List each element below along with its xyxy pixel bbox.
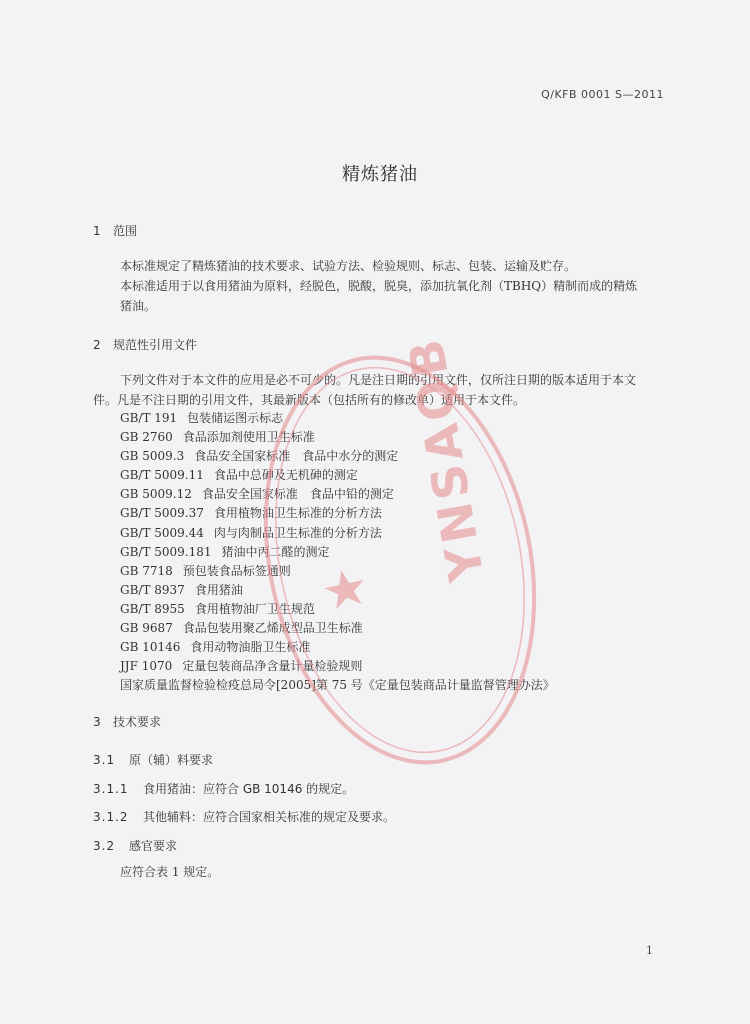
page-number: 1 <box>646 944 653 957</box>
reference-name: 定量包装商品净含量计量检验规则 <box>182 659 363 674</box>
reference-code: GB 10146 <box>120 640 181 655</box>
reference-name: 食用猪油 <box>194 582 243 597</box>
reference-name: 猪油中丙二醛的测定 <box>221 544 330 559</box>
section-3-1-2 <box>93 808 395 825</box>
section-3-1-heading <box>93 751 213 768</box>
references-intro-line-2: 件。凡是不注日期的引用文件，其最新版本（包括所有的修改单）适用于本文件。 <box>93 393 526 407</box>
reference-code: GB/T 5009.181 <box>120 544 212 559</box>
references-intro-line-1: 下列文件对于本文件的应用是必不可少的。凡是注日期的引用文件，仅所注日期的版本适用于本文 <box>120 373 637 387</box>
section-title: 感官要求 <box>129 839 178 853</box>
section-title: 原（辅）料要求 <box>129 753 214 767</box>
section-title: 范围 <box>113 224 138 238</box>
section-title: 规范性引用文件 <box>113 338 198 352</box>
section-number: 2 <box>93 338 101 352</box>
reference-item <box>120 619 555 638</box>
reference-name: 食品添加剂使用卫生标准 <box>182 430 315 445</box>
reference-item <box>120 466 555 485</box>
section-title: 技术要求 <box>113 715 162 729</box>
reference-item-regulation: 国家质量监督检验检疫总局令[2005]第 75 号《定量包装商品计量监督管理办法》 <box>120 678 555 693</box>
reference-item <box>120 581 555 600</box>
reference-code: GB 9687 <box>120 621 173 636</box>
reference-code: GB/T 5009.11 <box>120 468 204 483</box>
section-number: 3.1.1 <box>93 782 129 796</box>
reference-name: 食品包装用聚乙烯成型品卫生标准 <box>182 621 363 636</box>
stamp-text: YNSAQB <box>397 331 496 586</box>
section-number: 3.1.2 <box>93 810 129 824</box>
scope-paragraph-2-cont: 猪油。 <box>120 299 157 313</box>
scope-paragraph-2: 本标准适用于以食用猪油为原料，经脱色，脱酸，脱臭，添加抗氧化剂（TBHQ）精制而成的精炼 <box>120 279 638 293</box>
reference-code: GB 5009.3 <box>120 449 185 464</box>
section-1-heading <box>93 222 137 239</box>
scope-paragraph-1: 本标准规定了精炼猪油的技术要求、试验方法、检验规则、标志、包装、运输及贮存。 <box>120 259 577 273</box>
reference-item <box>120 485 555 504</box>
section-number: 3.1 <box>93 753 116 767</box>
reference-code: GB 2760 <box>120 430 173 445</box>
section-2-heading <box>93 336 197 353</box>
references-list <box>120 409 555 695</box>
reference-name: 包装储运图示标志 <box>187 411 284 425</box>
reference-item <box>120 657 555 676</box>
reference-code: GB 7718 <box>120 563 173 578</box>
section-3-2-heading <box>93 837 177 854</box>
reference-code: GB/T 191 <box>120 411 178 425</box>
section-number: 3.2 <box>93 839 116 853</box>
reference-item <box>120 638 555 657</box>
reference-name: 食品安全国家标准 食品中水分的测定 <box>194 449 399 464</box>
section-number: 3 <box>93 715 101 729</box>
reference-code: GB/T 5009.37 <box>120 506 204 521</box>
reference-name: 食用植物油卫生标准的分析方法 <box>213 506 382 521</box>
reference-name: 食用动物油脂卫生标准 <box>190 640 311 655</box>
reference-item <box>120 447 555 466</box>
sensory-requirements-text: 应符合表 1 规定。 <box>120 865 220 879</box>
reference-name: 食品安全国家标准 食品中铅的测定 <box>201 487 394 502</box>
reference-item <box>120 428 555 447</box>
reference-code: GB 5009.12 <box>120 487 192 502</box>
reference-code: GB/T 5009.44 <box>120 525 204 540</box>
section-3-1-1 <box>93 780 354 797</box>
reference-item <box>120 524 555 543</box>
section-number: 1 <box>93 224 101 238</box>
document-title: 精炼猪油 <box>342 164 418 185</box>
reference-code: GB/T 8955 <box>120 601 185 616</box>
reference-code: JJF 1070 <box>120 659 173 674</box>
section-3-heading <box>93 713 161 730</box>
section-text: 其他辅料：应符合国家相关标准的规定及要求。 <box>143 810 396 824</box>
reference-name: 食品中总砷及无机砷的测定 <box>213 468 358 483</box>
reference-name: 预包装食品标签通则 <box>182 563 291 578</box>
document-code: Q/KFB 0001 S—2011 <box>541 88 664 101</box>
reference-code: GB/T 8937 <box>120 582 185 597</box>
reference-item <box>120 543 555 562</box>
section-text: 食用猪油：应符合 GB 10146 的规定。 <box>143 782 355 796</box>
reference-item <box>120 600 555 619</box>
reference-item <box>120 562 555 581</box>
reference-name: 食用植物油厂卫生规范 <box>194 601 315 616</box>
reference-name: 肉与肉制品卫生标准的分析方法 <box>213 525 382 540</box>
reference-item <box>120 409 555 428</box>
reference-item <box>120 504 555 523</box>
